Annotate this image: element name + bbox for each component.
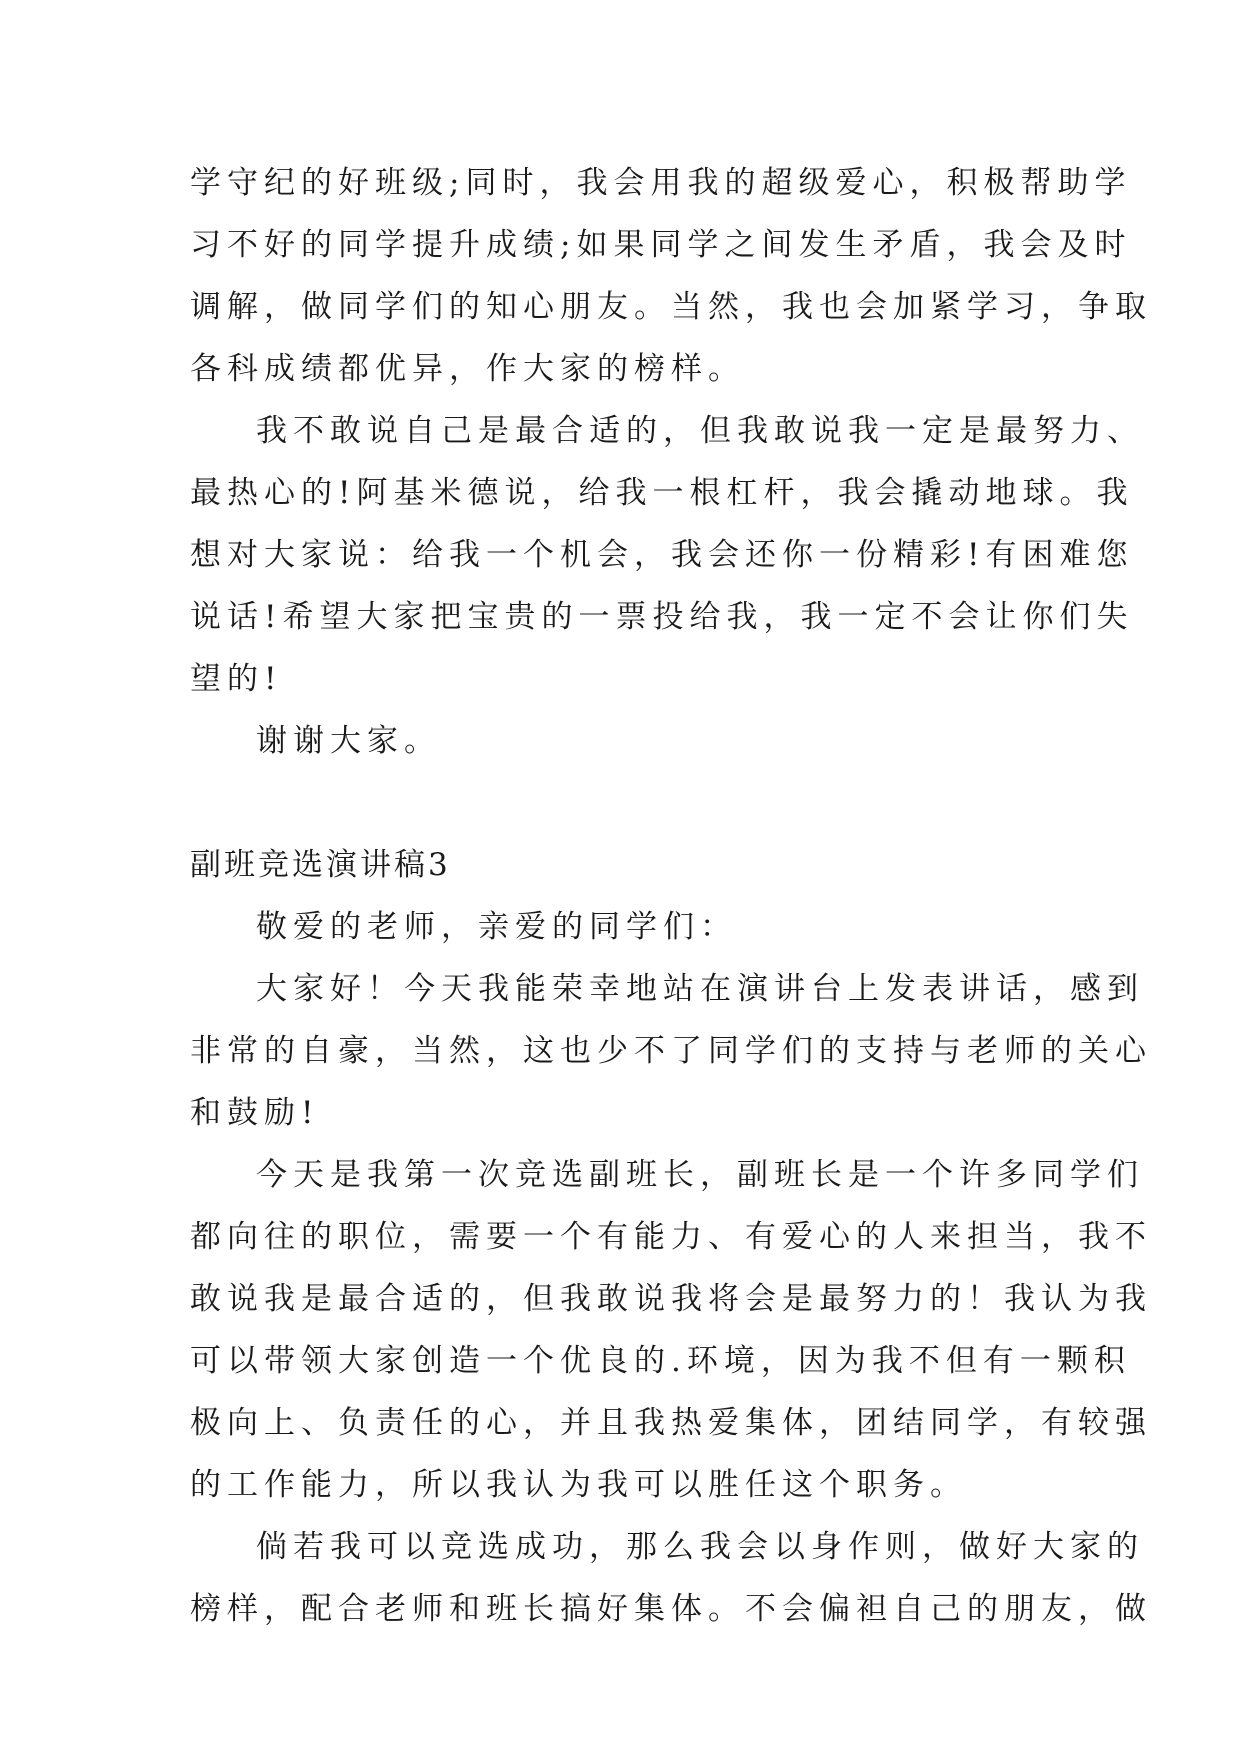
paragraph bbox=[190, 1144, 1152, 1516]
section-spacer bbox=[190, 772, 1070, 834]
text-line: 我不敢说自己是最合适的，但我敢说我一定是最努力、 bbox=[256, 413, 1144, 449]
text-line: 敬爱的老师，亲爱的同学们： bbox=[256, 909, 737, 945]
text-line: 调解，做同学们的知心朋友。当然，我也会加紧学习，争取 bbox=[190, 289, 1152, 325]
paragraph bbox=[190, 958, 1152, 1144]
text-line: 说话!希望大家把宝贵的一票投给我，我一定不会让你们失 bbox=[190, 599, 1134, 635]
text-line: 今天是我第一次竞选副班长，副班长是一个许多同学们 bbox=[256, 1157, 1144, 1193]
text-line: 的工作能力，所以我认为我可以胜任这个职务。 bbox=[190, 1467, 967, 1503]
text-line: 最热心的!阿基米德说，给我一根杠杆，我会撬动地球。我 bbox=[190, 475, 1134, 511]
paragraph bbox=[190, 400, 1144, 710]
text-line: 非常的自豪，当然，这也少不了同学们的支持与老师的关心 bbox=[190, 1033, 1152, 1069]
text-line: 谢谢大家。 bbox=[256, 723, 441, 759]
paragraph bbox=[190, 152, 1152, 400]
paragraph bbox=[190, 710, 1070, 772]
text-line: 倘若我可以竞选成功，那么我会以身作则，做好大家的 bbox=[256, 1529, 1144, 1565]
section-title: 副班竞选演讲稿3 bbox=[190, 847, 451, 883]
text-line: 榜样，配合老师和班长搞好集体。不会偏袒自己的朋友，做 bbox=[190, 1591, 1152, 1627]
text-line: 和鼓励! bbox=[190, 1095, 320, 1131]
text-line: 各科成绩都优异，作大家的榜样。 bbox=[190, 351, 745, 387]
text-line: 极向上、负责任的心，并且我热爱集体，团结同学，有较强 bbox=[190, 1405, 1152, 1441]
paragraph bbox=[190, 1516, 1152, 1640]
text-line: 学守纪的好班级;同时，我会用我的超级爱心，积极帮助学 bbox=[190, 165, 1132, 201]
text-line: 想对大家说：给我一个机会，我会还你一份精彩!有困难您 bbox=[190, 537, 1134, 573]
text-line: 可以带领大家创造一个优良的.环境，因为我不但有一颗积 bbox=[190, 1343, 1131, 1379]
document-body bbox=[190, 152, 1152, 1640]
text-line: 都向往的职位，需要一个有能力、有爱心的人来担当，我不 bbox=[190, 1219, 1152, 1255]
text-line: 大家好！今天我能荣幸地站在演讲台上发表讲话，感到 bbox=[256, 971, 1144, 1007]
text-line: 习不好的同学提升成绩;如果同学之间发生矛盾，我会及时 bbox=[190, 227, 1132, 263]
text-line: 敢说我是最合适的，但我敢说我将会是最努力的！我认为我 bbox=[190, 1281, 1152, 1317]
text-line: 望的! bbox=[190, 661, 283, 697]
paragraph bbox=[190, 896, 1070, 958]
